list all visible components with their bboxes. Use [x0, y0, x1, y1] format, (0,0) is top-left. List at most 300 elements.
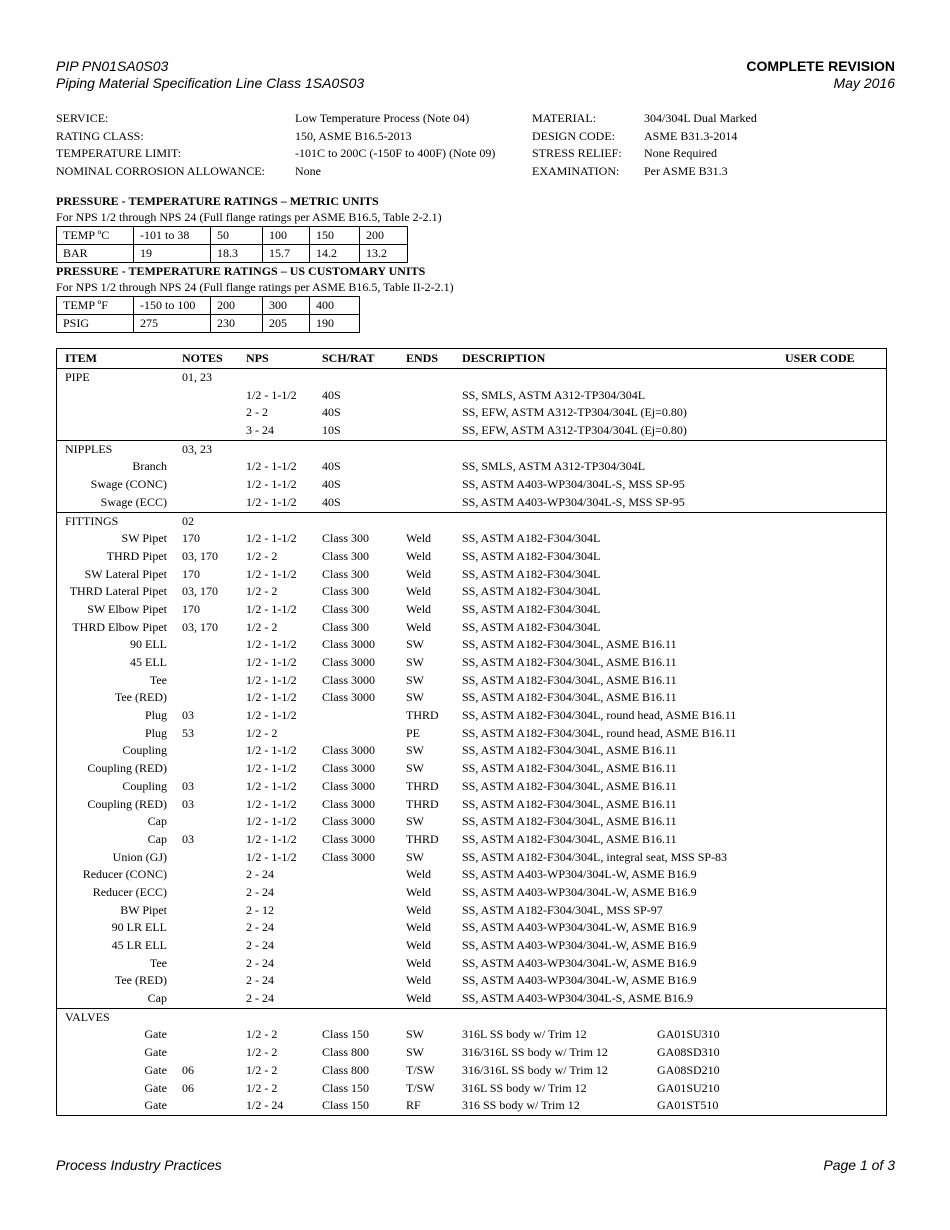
table-row [57, 902, 886, 920]
ends-cell: SW [406, 672, 424, 687]
us-temp-cell: 400 [310, 297, 360, 315]
ends-cell: Weld [406, 920, 432, 935]
notes-cell: 170 [182, 566, 200, 581]
table-row [57, 778, 886, 796]
metric-temp-cell: 100 [263, 227, 310, 245]
notes-cell: 03 [182, 831, 194, 846]
ends-cell: RF [406, 1098, 421, 1113]
metric-temp-cell: 200 [360, 227, 408, 245]
nps-cell: 1/2 - 2 [246, 548, 278, 563]
sch-rat-cell: Class 300 [322, 531, 370, 546]
metric-temp-row [57, 227, 408, 245]
nps-cell: 2 - 24 [246, 938, 274, 952]
group-fittings [57, 512, 886, 1008]
nps-cell: 1/2 - 1-1/2 [246, 831, 297, 846]
notes-cell: 170 [182, 531, 200, 546]
nps-cell: 1/2 - 2 [246, 1027, 278, 1042]
nps-cell: 1/2 - 1-1/2 [246, 477, 297, 492]
sch-rat-cell: Class 800 [322, 1045, 370, 1060]
group-notes: 01, 23 [182, 370, 212, 384]
description-cell: SS, ASTM A182-F304/304L [462, 548, 601, 563]
metric-temp-cell: 150 [310, 227, 360, 245]
ends-cell: Weld [406, 884, 432, 899]
item-name: Tee [149, 672, 167, 687]
item-name: 90 ELL [130, 637, 167, 652]
description-cell: SS, ASTM A182-F304/304L, integral seat, MSS SP-83 [462, 849, 728, 864]
group-name: FITTINGS [65, 513, 119, 528]
group-nipples [57, 440, 886, 512]
sch-rat-cell: Class 150 [322, 1027, 370, 1042]
revision-date: May 2016 [833, 75, 895, 91]
item-name: Branch [132, 459, 167, 474]
sch-rat-cell: 40S [322, 387, 341, 402]
description-cell: 316/316L SS body w/ Trim 12 [462, 1062, 608, 1077]
table-row [57, 387, 886, 405]
us-pressure-row [57, 315, 360, 333]
ends-cell: Weld [406, 867, 432, 882]
us-pressure-label: PSIG [57, 315, 134, 333]
nps-cell: 1/2 - 1-1/2 [246, 494, 297, 509]
table-row [57, 831, 886, 849]
description-cell: SS, ASTM A403-WP304/304L-S, MSS SP-95 [462, 477, 685, 492]
sch-rat-cell: Class 3000 [322, 796, 376, 811]
description-cell: 316 SS body w/ Trim 12 [462, 1098, 580, 1113]
us-pressure-cell: 190 [310, 315, 360, 333]
service-labels-left [56, 110, 265, 181]
table-row [57, 1044, 886, 1062]
item-name: SW Elbow Pipet [87, 601, 167, 616]
group-header-row [57, 1009, 886, 1027]
table-row [57, 849, 886, 867]
table-row [57, 458, 886, 476]
nps-cell: 1/2 - 1-1/2 [246, 531, 297, 546]
description-cell: 316L SS body w/ Trim 12 [462, 1027, 587, 1042]
metric-pressure-cell: 19 [134, 245, 211, 263]
ends-cell: Weld [406, 601, 432, 616]
table-row [57, 884, 886, 902]
item-name: 45 LR ELL [111, 938, 167, 952]
notes-cell: 53 [182, 725, 194, 740]
description-cell: SS, ASTM A403-WP304/304L-W, ASME B16.9 [462, 920, 697, 935]
header-item: ITEM [65, 351, 98, 365]
sch-rat-cell: Class 3000 [322, 637, 376, 652]
description-cell: SS, ASTM A182-F304/304L, ASME B16.11 [462, 831, 677, 846]
item-name: Coupling [122, 778, 167, 793]
notes-cell: 06 [182, 1080, 194, 1095]
description-cell: SS, ASTM A182-F304/304L [462, 601, 601, 616]
us-temp-cell: 200 [211, 297, 263, 315]
nps-cell: 1/2 - 2 [246, 1062, 278, 1077]
nps-cell: 1/2 - 1-1/2 [246, 387, 297, 402]
nps-cell: 1/2 - 2 [246, 619, 278, 634]
nps-cell: 2 - 24 [246, 867, 274, 882]
table-header-row [57, 349, 886, 369]
item-name: Union (GJ) [112, 849, 167, 864]
ends-cell: SW [406, 761, 424, 776]
metric-pressure-row [57, 245, 408, 263]
description-cell: SS, ASTM A182-F304/304L, ASME B16.11 [462, 743, 677, 758]
ends-cell: Weld [406, 548, 432, 563]
corrosion-allowance-value: None [295, 164, 321, 179]
item-name: Reducer (ECC) [92, 884, 167, 899]
footer-publisher: Process Industry Practices [56, 1157, 222, 1173]
item-name: Swage (ECC) [100, 494, 167, 509]
us-temp-cell: -150 to 100 [134, 297, 211, 315]
header-description: DESCRIPTION [462, 351, 546, 365]
ends-cell: Weld [406, 584, 432, 599]
item-name: SW Lateral Pipet [84, 566, 167, 581]
ends-cell: T/SW [406, 1062, 435, 1077]
header-nps: NPS [246, 351, 269, 365]
sch-rat-cell: 10S [322, 423, 341, 438]
table-row [57, 548, 886, 566]
design-code-label: DESIGN CODE: [532, 128, 615, 143]
description-cell: SS, ASTM A182-F304/304L, ASME B16.11 [462, 796, 677, 811]
metric-temp-cell: -101 to 38 [134, 227, 211, 245]
sch-rat-cell: Class 150 [322, 1080, 370, 1095]
nps-cell: 1/2 - 1-1/2 [246, 708, 297, 723]
description-cell: SS, ASTM A182-F304/304L, ASME B16.11 [462, 778, 677, 793]
ends-cell: Weld [406, 619, 432, 634]
document-header-right [746, 58, 895, 92]
item-name: THRD Pipet [106, 548, 167, 563]
item-name: SW Pipet [121, 531, 167, 546]
table-row [57, 689, 886, 707]
valve-code-cell: GA08SD210 [657, 1062, 720, 1077]
sch-rat-cell: Class 3000 [322, 761, 376, 776]
metric-pressure-cell: 14.2 [310, 245, 360, 263]
us-pressure-cell: 205 [263, 315, 310, 333]
valve-code-cell: GA01SU210 [657, 1080, 720, 1095]
metric-ratings-table [56, 226, 408, 263]
group-pipe [57, 369, 886, 440]
nps-cell: 1/2 - 1-1/2 [246, 796, 297, 811]
description-cell: SS, ASTM A182-F304/304L, ASME B16.11 [462, 690, 677, 705]
nps-cell: 1/2 - 1-1/2 [246, 566, 297, 581]
ends-cell: THRD [406, 778, 439, 793]
sch-rat-cell: Class 3000 [322, 690, 376, 705]
table-row [57, 404, 886, 422]
sch-rat-cell: Class 3000 [322, 778, 376, 793]
item-name: 45 ELL [130, 655, 167, 669]
ends-cell: Weld [406, 531, 432, 546]
nps-cell: 1/2 - 2 [246, 1080, 278, 1095]
group-name: NIPPLES [65, 441, 113, 456]
notes-cell: 03 [182, 796, 194, 811]
material-value: 304/304L Dual Marked [644, 111, 757, 125]
description-cell: SS, ASTM A182-F304/304L, ASME B16.11 [462, 672, 677, 687]
item-name: Coupling (RED) [87, 761, 167, 776]
sch-rat-cell: Class 3000 [322, 831, 376, 846]
nps-cell: 1/2 - 1-1/2 [246, 655, 297, 669]
table-row [57, 972, 886, 990]
notes-cell: 03 [182, 708, 194, 723]
metric-pressure-cell: 15.7 [263, 245, 310, 263]
nps-cell: 1/2 - 24 [246, 1098, 284, 1113]
table-row [57, 494, 886, 512]
sch-rat-cell: Class 3000 [322, 849, 376, 864]
nps-cell: 2 - 24 [246, 991, 274, 1006]
nps-cell: 1/2 - 2 [246, 1045, 278, 1060]
description-cell: SS, ASTM A403-WP304/304L-W, ASME B16.9 [462, 955, 697, 970]
sch-rat-cell: Class 3000 [322, 814, 376, 829]
ends-cell: SW [406, 690, 424, 705]
nps-cell: 1/2 - 1-1/2 [246, 814, 297, 829]
rating-class-value: 150, ASME B16.5-2013 [295, 128, 412, 143]
item-name: Coupling [122, 743, 167, 758]
item-name: Cap [147, 991, 167, 1006]
sch-rat-cell: Class 300 [322, 601, 370, 616]
us-temp-label: TEMP ºF [57, 297, 134, 315]
examination-label: EXAMINATION: [532, 164, 620, 179]
sch-rat-cell: Class 3000 [322, 743, 376, 758]
table-row [57, 707, 886, 725]
group-header-row [57, 513, 886, 531]
item-name: Gate [144, 1045, 167, 1060]
nps-cell: 1/2 - 1-1/2 [246, 778, 297, 793]
group-notes: 03, 23 [182, 441, 212, 456]
table-row [57, 760, 886, 778]
notes-cell: 06 [182, 1062, 194, 1077]
header-ends: ENDS [406, 351, 439, 365]
metric-ratings-subtitle: For NPS 1/2 through NPS 24 (Full flange ratings per ASME B16.5, Table 2-2.1) [56, 210, 442, 224]
table-row [57, 725, 886, 743]
ends-cell: Weld [406, 938, 432, 952]
service-label: SERVICE: [56, 111, 109, 125]
notes-cell: 03 [182, 778, 194, 793]
sch-rat-cell: 40S [322, 459, 341, 474]
item-name: Tee (RED) [114, 690, 167, 705]
description-cell: SS, ASTM A182-F304/304L [462, 566, 601, 581]
nps-cell: 1/2 - 1-1/2 [246, 743, 297, 758]
group-valves [57, 1008, 886, 1115]
item-name: Reducer (CONC) [82, 867, 167, 882]
sch-rat-cell: Class 300 [322, 548, 370, 563]
table-body [57, 369, 886, 1115]
sch-rat-cell: Class 300 [322, 566, 370, 581]
description-cell: SS, ASTM A182-F304/304L, ASME B16.11 [462, 814, 677, 829]
ends-cell: T/SW [406, 1080, 435, 1095]
description-cell: SS, SMLS, ASTM A312-TP304/304L [462, 459, 646, 474]
description-cell: SS, ASTM A403-WP304/304L-W, ASME B16.9 [462, 867, 697, 882]
ends-cell: Weld [406, 991, 432, 1006]
temperature-limit-value: -101C to 200C (-150F to 400F) (Note 09) [295, 146, 496, 161]
item-name: THRD Elbow Pipet [72, 619, 167, 634]
description-cell: SS, ASTM A182-F304/304L [462, 531, 601, 546]
group-notes: 02 [182, 513, 194, 528]
us-pressure-cell: 230 [211, 315, 263, 333]
table-row [57, 955, 886, 973]
nps-cell: 1/2 - 1-1/2 [246, 849, 297, 864]
description-cell: SS, ASTM A182-F304/304L, round head, ASME B16.11 [462, 725, 737, 740]
item-name: Gate [144, 1027, 167, 1042]
table-row [57, 919, 886, 937]
description-cell: SS, ASTM A182-F304/304L, ASME B16.11 [462, 761, 677, 776]
us-ratings-title: PRESSURE - TEMPERATURE RATINGS – US CUSTOMARY UNITS [56, 264, 426, 278]
table-row [57, 476, 886, 494]
nps-cell: 1/2 - 1-1/2 [246, 459, 297, 474]
examination-value: Per ASME B31.3 [644, 164, 728, 179]
header-notes: NOTES [182, 351, 223, 365]
nps-cell: 2 - 24 [246, 920, 274, 935]
group-header-row [57, 369, 886, 387]
rating-class-label: RATING CLASS: [56, 128, 144, 143]
table-row [57, 742, 886, 760]
nps-cell: 1/2 - 1-1/2 [246, 690, 297, 705]
ends-cell: SW [406, 814, 424, 829]
notes-cell: 03, 170 [182, 548, 218, 563]
ends-cell: SW [406, 1027, 424, 1042]
ends-cell: THRD [406, 831, 439, 846]
metric-temp-label: TEMP ºC [57, 227, 134, 245]
item-name: THRD Lateral Pipet [69, 584, 167, 599]
nps-cell: 3 - 24 [246, 423, 274, 438]
sch-rat-cell: Class 300 [322, 619, 370, 634]
description-cell: 316/316L SS body w/ Trim 12 [462, 1045, 608, 1060]
table-row [57, 583, 886, 601]
item-name: Cap [147, 814, 167, 829]
doc-title: Piping Material Specification Line Class 1SA0S03 [56, 75, 365, 91]
description-cell: SS, ASTM A403-WP304/304L-W, ASME B16.9 [462, 884, 697, 899]
description-cell: SS, ASTM A182-F304/304L [462, 584, 601, 599]
description-cell: SS, ASTM A182-F304/304L, MSS SP-97 [462, 902, 663, 917]
stress-relief-label: STRESS RELIEF: [532, 146, 622, 161]
service-values-left [295, 110, 495, 181]
sch-rat-cell: 40S [322, 494, 341, 509]
group-header-row [57, 441, 886, 459]
group-name: VALVES [65, 1009, 110, 1024]
table-row [57, 1026, 886, 1044]
description-cell: SS, ASTM A182-F304/304L, ASME B16.11 [462, 637, 677, 652]
ends-cell: SW [406, 743, 424, 758]
ends-cell: Weld [406, 902, 432, 917]
document-header-left [56, 58, 364, 92]
table-row [57, 601, 886, 619]
us-temp-row [57, 297, 360, 315]
description-cell: SS, ASTM A182-F304/304L, round head, ASME B16.11 [462, 708, 737, 723]
ends-cell: THRD [406, 796, 439, 811]
item-name: Tee [149, 955, 167, 970]
header-sch-rat: SCH/RAT [322, 351, 375, 365]
table-row [57, 619, 886, 637]
nps-cell: 1/2 - 1-1/2 [246, 761, 297, 776]
description-cell: SS, EFW, ASTM A312-TP304/304L (Ej=0.80) [462, 423, 687, 438]
metric-ratings-title: PRESSURE - TEMPERATURE RATINGS – METRIC UNITS [56, 194, 379, 208]
us-temp-cell: 300 [263, 297, 310, 315]
item-name: Plug [144, 708, 167, 723]
description-cell: SS, ASTM A182-F304/304L [462, 619, 601, 634]
nps-cell: 1/2 - 2 [246, 584, 278, 599]
item-name: Cap [147, 831, 167, 846]
metric-pressure-cell: 18.3 [211, 245, 263, 263]
nps-cell: 1/2 - 1-1/2 [246, 672, 297, 687]
description-cell: SS, EFW, ASTM A312-TP304/304L (Ej=0.80) [462, 405, 687, 420]
ends-cell: Weld [406, 566, 432, 581]
description-cell: SS, ASTM A403-WP304/304L-W, ASME B16.9 [462, 938, 697, 952]
table-row [57, 1062, 886, 1080]
item-name: Tee (RED) [114, 973, 167, 988]
description-cell: SS, ASTM A403-WP304/304L-W, ASME B16.9 [462, 973, 697, 988]
table-row [57, 636, 886, 654]
design-code-value: ASME B31.3-2014 [644, 128, 738, 143]
metric-pressure-label: BAR [57, 245, 134, 263]
piping-components-table [56, 348, 887, 1116]
ends-cell: PE [406, 725, 421, 740]
service-values-right [644, 110, 757, 181]
table-row [57, 566, 886, 584]
nps-cell: 1/2 - 1-1/2 [246, 637, 297, 652]
table-row [57, 813, 886, 831]
item-name: Plug [144, 725, 167, 740]
table-row [57, 866, 886, 884]
us-pressure-cell: 275 [134, 315, 211, 333]
sch-rat-cell: Class 3000 [322, 655, 376, 669]
sch-rat-cell: 40S [322, 477, 341, 492]
item-name: Coupling (RED) [87, 796, 167, 811]
header-user-code: USER CODE [785, 351, 855, 365]
service-labels-right [532, 110, 622, 181]
material-label: MATERIAL: [532, 111, 596, 125]
table-row [57, 530, 886, 548]
service-value: Low Temperature Process (Note 04) [295, 111, 470, 125]
metric-pressure-cell: 13.2 [360, 245, 408, 263]
ends-cell: THRD [406, 708, 439, 723]
description-cell: SS, ASTM A182-F304/304L, ASME B16.11 [462, 655, 677, 669]
ends-cell: SW [406, 849, 424, 864]
nps-cell: 2 - 12 [246, 902, 274, 917]
corrosion-allowance-label: NOMINAL CORROSION ALLOWANCE: [56, 164, 265, 179]
valve-code-cell: GA01ST510 [657, 1098, 719, 1113]
metric-temp-cell: 50 [211, 227, 263, 245]
nps-cell: 2 - 24 [246, 973, 274, 988]
table-row [57, 654, 886, 672]
item-name: 90 LR ELL [111, 920, 167, 935]
revision-label: COMPLETE REVISION [746, 58, 895, 74]
temperature-limit-label: TEMPERATURE LIMIT: [56, 146, 182, 161]
table-row [57, 796, 886, 814]
valve-code-cell: GA08SD310 [657, 1045, 720, 1060]
footer-page-number: Page 1 of 3 [823, 1157, 895, 1173]
ends-cell: Weld [406, 955, 432, 970]
group-name: PIPE [65, 370, 90, 384]
ends-cell: Weld [406, 973, 432, 988]
description-cell: SS, SMLS, ASTM A312-TP304/304L [462, 387, 646, 402]
us-ratings-subtitle: For NPS 1/2 through NPS 24 (Full flange ratings per ASME B16.5, Table II-2-2.1) [56, 280, 454, 294]
ends-cell: SW [406, 637, 424, 652]
item-name: Gate [144, 1062, 167, 1077]
notes-cell: 03, 170 [182, 619, 218, 634]
table-row [57, 422, 886, 440]
table-row [57, 672, 886, 690]
nps-cell: 1/2 - 1-1/2 [246, 601, 297, 616]
item-name: Swage (CONC) [90, 477, 167, 492]
table-row [57, 1097, 886, 1115]
nps-cell: 1/2 - 2 [246, 725, 278, 740]
item-name: Gate [144, 1098, 167, 1113]
notes-cell: 03, 170 [182, 584, 218, 599]
sch-rat-cell: Class 800 [322, 1062, 370, 1077]
ends-cell: SW [406, 655, 424, 669]
notes-cell: 170 [182, 601, 200, 616]
sch-rat-cell: Class 150 [322, 1098, 370, 1113]
sch-rat-cell: Class 300 [322, 584, 370, 599]
table-row [57, 1080, 886, 1098]
nps-cell: 2 - 2 [246, 405, 268, 420]
nps-cell: 2 - 24 [246, 955, 274, 970]
ends-cell: SW [406, 1045, 424, 1060]
us-ratings-table [56, 296, 360, 333]
sch-rat-cell: Class 3000 [322, 672, 376, 687]
